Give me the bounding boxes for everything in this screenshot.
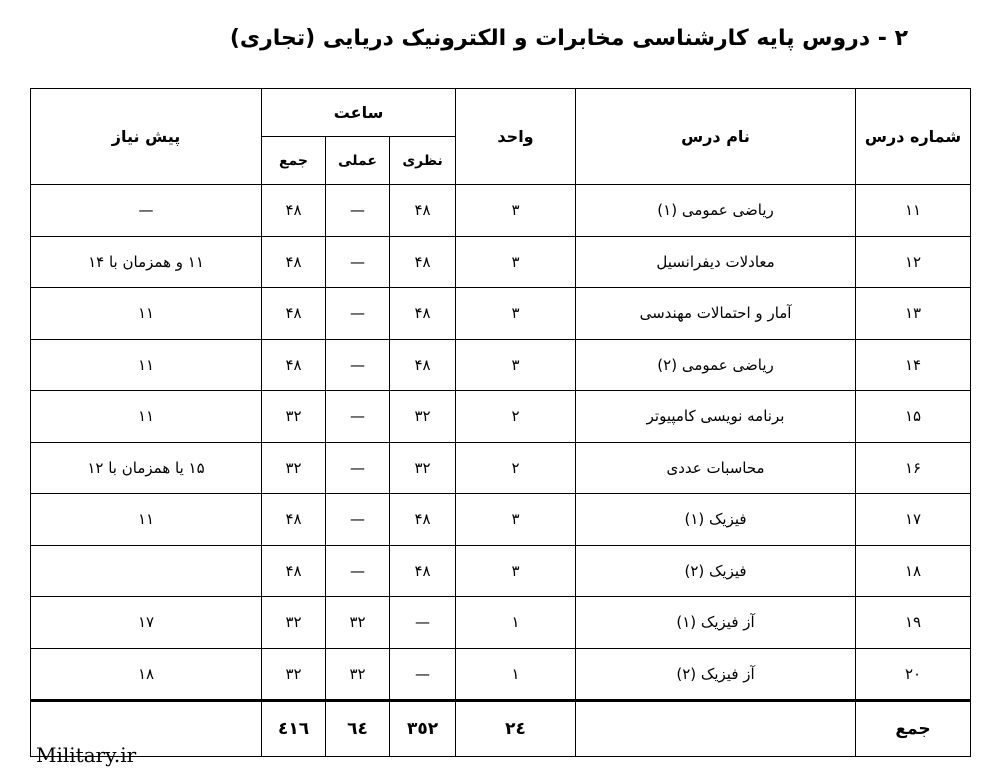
cell-total: ۴۸ (262, 494, 326, 546)
table-row (31, 339, 971, 391)
cell-total: ۳۲ (262, 442, 326, 494)
cell-course-number: ۱۶ (856, 442, 971, 494)
cell-units: ۱ (456, 648, 576, 701)
cell-course-number: ۲۰ (856, 648, 971, 701)
cell-theory: ۴۸ (390, 545, 456, 597)
cell-practical: — (326, 391, 390, 443)
cell-prerequisite: ۱۱ (31, 288, 262, 340)
table-row (31, 597, 971, 649)
cell-course-number: ۱۸ (856, 545, 971, 597)
cell-practical: — (326, 442, 390, 494)
cell-course-name: فیزیک (۱) (576, 494, 856, 546)
cell-course-name: آمار و احتمالات مهندسی (576, 288, 856, 340)
cell-theory: ۴۸ (390, 185, 456, 237)
cell-total: ۳۲ (262, 597, 326, 649)
cell-prerequisite (31, 545, 262, 597)
cell-units: ۲ (456, 442, 576, 494)
cell-practical: — (326, 288, 390, 340)
header-units: واحد (456, 89, 576, 185)
header-course-number: شماره درس (856, 89, 971, 185)
cell-prerequisite: ۱۱ (31, 494, 262, 546)
cell-course-name: معادلات دیفرانسیل (576, 236, 856, 288)
cell-units: ۱ (456, 597, 576, 649)
cell-prerequisite: ۱۷ (31, 597, 262, 649)
cell-units: ۳ (456, 339, 576, 391)
table-row (31, 288, 971, 340)
cell-total: ۴۸ (262, 545, 326, 597)
summary-units: ٢٤ (456, 701, 576, 757)
cell-course-number: ۱۹ (856, 597, 971, 649)
cell-theory: — (390, 597, 456, 649)
header-total: جمع (262, 137, 326, 185)
page-title: ۲ - دروس پایه کارشناسی مخابرات و الکترونیک دریایی (تجاری) (229, 26, 908, 51)
cell-theory: ۴۸ (390, 339, 456, 391)
summary-label: جمع (856, 701, 971, 757)
cell-course-number: ۱۵ (856, 391, 971, 443)
header-hours: ساعت (262, 89, 456, 137)
cell-units: ۳ (456, 494, 576, 546)
table-row (31, 648, 971, 701)
header-theory: نظری (390, 137, 456, 185)
cell-prerequisite: ۱۱ (31, 339, 262, 391)
cell-theory: ۳۲ (390, 442, 456, 494)
cell-units: ۳ (456, 288, 576, 340)
cell-theory: — (390, 648, 456, 701)
cell-course-number: ۱۲ (856, 236, 971, 288)
header-practical: عملی (326, 137, 390, 185)
cell-prerequisite: — (31, 185, 262, 237)
cell-practical: ۳۲ (326, 648, 390, 701)
table-row (31, 236, 971, 288)
cell-units: ۳ (456, 236, 576, 288)
summary-practical: ٦٤ (326, 701, 390, 757)
summary-empty-cell (576, 701, 856, 757)
cell-course-name: آز فیزیک (۲) (576, 648, 856, 701)
cell-practical: — (326, 339, 390, 391)
cell-total: ۴۸ (262, 339, 326, 391)
cell-total: ۴۸ (262, 288, 326, 340)
cell-course-name: محاسبات عددی (576, 442, 856, 494)
cell-units: ۲ (456, 391, 576, 443)
cell-units: ۳ (456, 185, 576, 237)
cell-total: ۴۸ (262, 185, 326, 237)
cell-course-number: ۱۱ (856, 185, 971, 237)
table-row (31, 391, 971, 443)
cell-course-name: فیزیک (۲) (576, 545, 856, 597)
summary-row (31, 701, 971, 757)
cell-units: ۳ (456, 545, 576, 597)
cell-course-number: ۱۴ (856, 339, 971, 391)
cell-total: ۳۲ (262, 391, 326, 443)
cell-total: ۴۸ (262, 236, 326, 288)
cell-course-name: ریاضی عمومی (۱) (576, 185, 856, 237)
cell-prerequisite: ۱۱ (31, 391, 262, 443)
cell-course-number: ۱۳ (856, 288, 971, 340)
cell-practical: — (326, 185, 390, 237)
cell-practical: ۳۲ (326, 597, 390, 649)
cell-course-name: برنامه نویسی کامپیوتر (576, 391, 856, 443)
cell-theory: ۴۸ (390, 236, 456, 288)
cell-theory: ۴۸ (390, 288, 456, 340)
header-course-name: نام درس (576, 89, 856, 185)
cell-practical: — (326, 236, 390, 288)
cell-practical: — (326, 545, 390, 597)
watermark: Military.ir (36, 743, 137, 767)
cell-course-name: ریاضی عمومی (۲) (576, 339, 856, 391)
courses-table (30, 88, 971, 757)
cell-theory: ۳۲ (390, 391, 456, 443)
cell-prerequisite: ۱۵ یا همزمان با ۱۲ (31, 442, 262, 494)
cell-theory: ۴۸ (390, 494, 456, 546)
cell-practical: — (326, 494, 390, 546)
cell-prerequisite: ۱۱ و همزمان با ۱۴ (31, 236, 262, 288)
cell-course-name: آز فیزیک (۱) (576, 597, 856, 649)
cell-course-number: ۱۷ (856, 494, 971, 546)
table-row (31, 494, 971, 546)
table-row (31, 185, 971, 237)
cell-prerequisite: ۱۸ (31, 648, 262, 701)
table-row (31, 442, 971, 494)
table-row (31, 545, 971, 597)
cell-total: ۳۲ (262, 648, 326, 701)
header-prerequisite: پیش نیاز (31, 89, 262, 185)
summary-total: ٤١٦ (262, 701, 326, 757)
summary-theory: ٣٥٢ (390, 701, 456, 757)
